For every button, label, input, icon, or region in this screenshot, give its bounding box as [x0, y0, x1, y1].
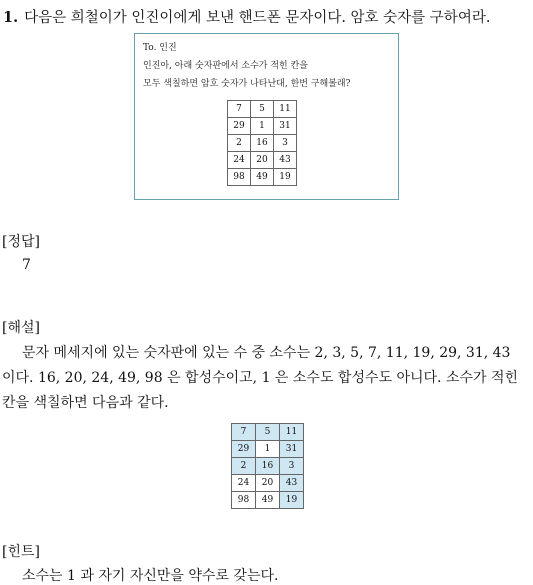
grid-cell: 20 [256, 475, 280, 492]
grid-row [232, 424, 304, 441]
grid-row [228, 118, 297, 135]
grid-cell: 3 [274, 135, 297, 152]
explanation-line-3: 칸을 색칠하면 다음과 같다. [2, 395, 169, 411]
grid-cell: 31 [280, 441, 304, 458]
hint-label: [힌트] [2, 544, 40, 560]
grid-cell: 98 [232, 492, 256, 509]
grid-row [228, 152, 297, 169]
grid-cell: 49 [251, 169, 274, 186]
grid-cell: 43 [280, 475, 304, 492]
message-line-2: 인진아, 아래 숫자판에서 소수가 적힌 칸을 [143, 61, 308, 71]
answer-label: [정답] [2, 234, 40, 250]
grid-row [232, 458, 304, 475]
grid-cell: 98 [228, 169, 251, 186]
grid-cell: 19 [280, 492, 304, 509]
question [3, 6, 490, 27]
grid-cell: 19 [274, 169, 297, 186]
highlighted-number-grid [231, 423, 304, 509]
message-line-3: 모두 색칠하면 암호 숫자가 나타난대, 한번 구해볼래? [143, 79, 351, 89]
grid-cell: 29 [228, 118, 251, 135]
grid-cell: 7 [232, 424, 256, 441]
explanation-line-2: 이다. 16, 20, 24, 49, 98 은 합성수이고, 1 은 소수도 합성수도 아니다. 소수가 적힌 [2, 370, 519, 386]
grid-cell: 16 [256, 458, 280, 475]
grid-cell: 5 [256, 424, 280, 441]
hint-text: 소수는 1 과 자기 자신만을 약수로 갖는다. [22, 568, 279, 584]
explanation-line-1: 문자 메세지에 있는 숫자판에 있는 수 중 소수는 2, 3, 5, 7, 11, 19, 29, 31, 43 [22, 345, 511, 361]
grid-cell: 7 [228, 101, 251, 118]
grid-cell: 11 [274, 101, 297, 118]
grid-cell: 11 [280, 424, 304, 441]
grid-cell: 5 [251, 101, 274, 118]
phone-message-box [134, 33, 399, 200]
message-number-grid [227, 100, 297, 186]
grid-cell: 29 [232, 441, 256, 458]
explanation-label: [해설] [2, 320, 40, 336]
grid-cell: 24 [232, 475, 256, 492]
grid-row [228, 135, 297, 152]
grid-cell: 49 [256, 492, 280, 509]
grid-cell: 3 [280, 458, 304, 475]
grid-cell: 31 [274, 118, 297, 135]
grid-cell: 1 [251, 118, 274, 135]
grid-cell: 2 [232, 458, 256, 475]
grid-row [232, 475, 304, 492]
question-number: 1. [3, 9, 19, 26]
grid-cell: 1 [256, 441, 280, 458]
grid-cell: 20 [251, 152, 274, 169]
question-text: 다음은 희철이가 인진이에게 보낸 핸드폰 문자이다. 암호 숫자를 구하여라. [24, 10, 491, 26]
grid-cell: 16 [251, 135, 274, 152]
grid-row [232, 441, 304, 458]
grid-row [232, 492, 304, 509]
grid-cell: 24 [228, 152, 251, 169]
grid-cell: 2 [228, 135, 251, 152]
answer-value: 7 [22, 257, 31, 273]
grid-cell: 43 [274, 152, 297, 169]
grid-row [228, 101, 297, 118]
grid-row [228, 169, 297, 186]
message-line-1: To. 인진 [143, 43, 177, 53]
